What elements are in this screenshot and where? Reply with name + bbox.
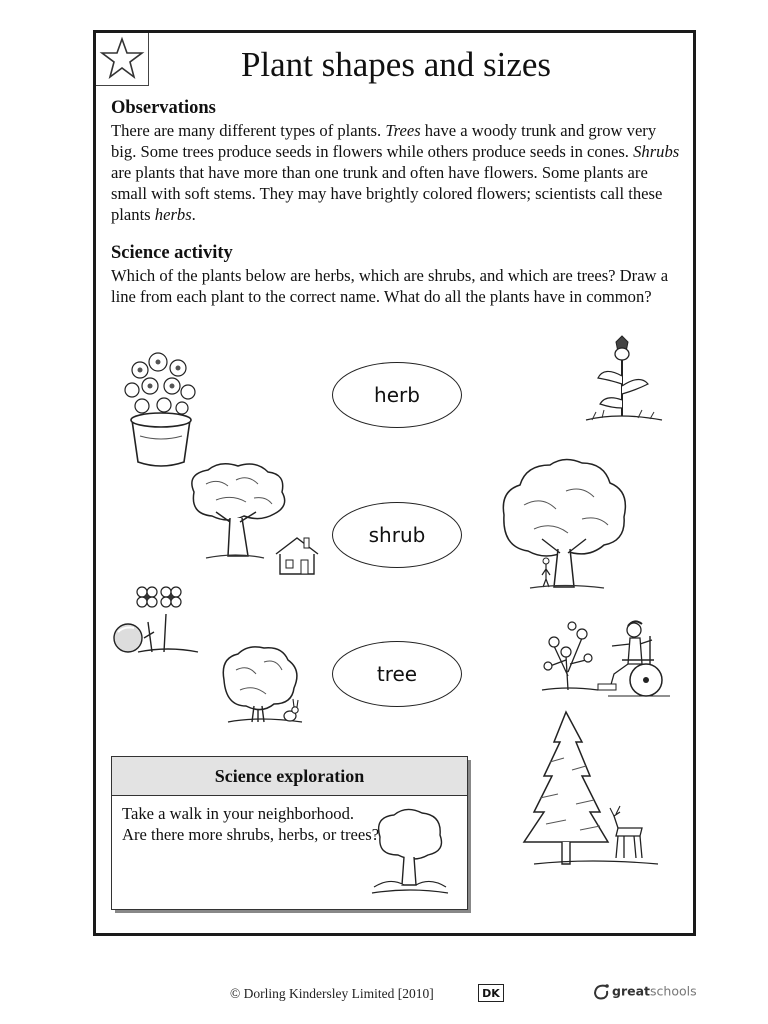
tree-icon [370,807,450,901]
trees-term: Trees [385,121,421,140]
tree-label: tree [376,662,418,686]
rose-bush-with-wheelchair-user-illustration[interactable] [542,616,672,702]
dk-logo: DK [478,984,504,1002]
brand-great: great [612,983,651,999]
thistle-illustration[interactable] [578,336,664,428]
large-tree-with-person-illustration[interactable] [494,455,634,591]
shrub-label: shrub [368,523,426,547]
exploration-text: Take a walk in your neighborhood. Are there more shrubs, herbs, or trees? [122,804,380,844]
potted-flower-illustration[interactable] [120,350,202,470]
herb-label-oval[interactable] [332,362,462,428]
shrubs-term: Shrubs [633,142,680,161]
tree-label-oval[interactable] [332,641,462,707]
copyright-text: © Dorling Kindersley Limited [2010] [230,986,434,1001]
star-box [96,33,149,86]
exploration-box-shadow-right [468,760,471,913]
herb-label: herb [374,383,420,407]
exploration-heading: Science exploration [112,757,467,796]
science-exploration-box [111,756,468,910]
brand-schools: schools [650,983,697,999]
activity-paragraph: Which of the plants below are herbs, which are shrubs, and which are trees? Draw a line from each plant to the correct name. What do all the plants have in common? [111,266,669,306]
observations-heading: Observations [111,98,216,118]
greatschools-swirl-icon [592,982,612,1002]
page-title: Plant shapes and sizes [240,45,552,84]
activity-heading: Science activity [111,243,233,263]
star-icon [96,33,148,85]
tree-with-house-illustration[interactable] [176,460,318,576]
herbs-term: herbs [154,205,192,224]
exploration-box-shadow-bottom [115,910,471,913]
small-flowers-with-ball-illustration[interactable] [108,582,200,658]
conifer-with-deer-illustration[interactable] [520,712,660,870]
shrub-label-oval[interactable] [332,502,462,568]
round-shrub-with-rabbit-illustration[interactable] [218,644,304,728]
greatschools-logo [592,982,697,1002]
observations-paragraph: There are many different types of plants. Trees have a woody trunk and grow very big. Some trees produce seeds in flowers while others produce seeds in cones. Shrubs are plants that have more than one trunk and often have flowers. Some plants are small with soft stems. They may have brightly colored flowers; scientists call these plants herbs. [111,121,680,224]
